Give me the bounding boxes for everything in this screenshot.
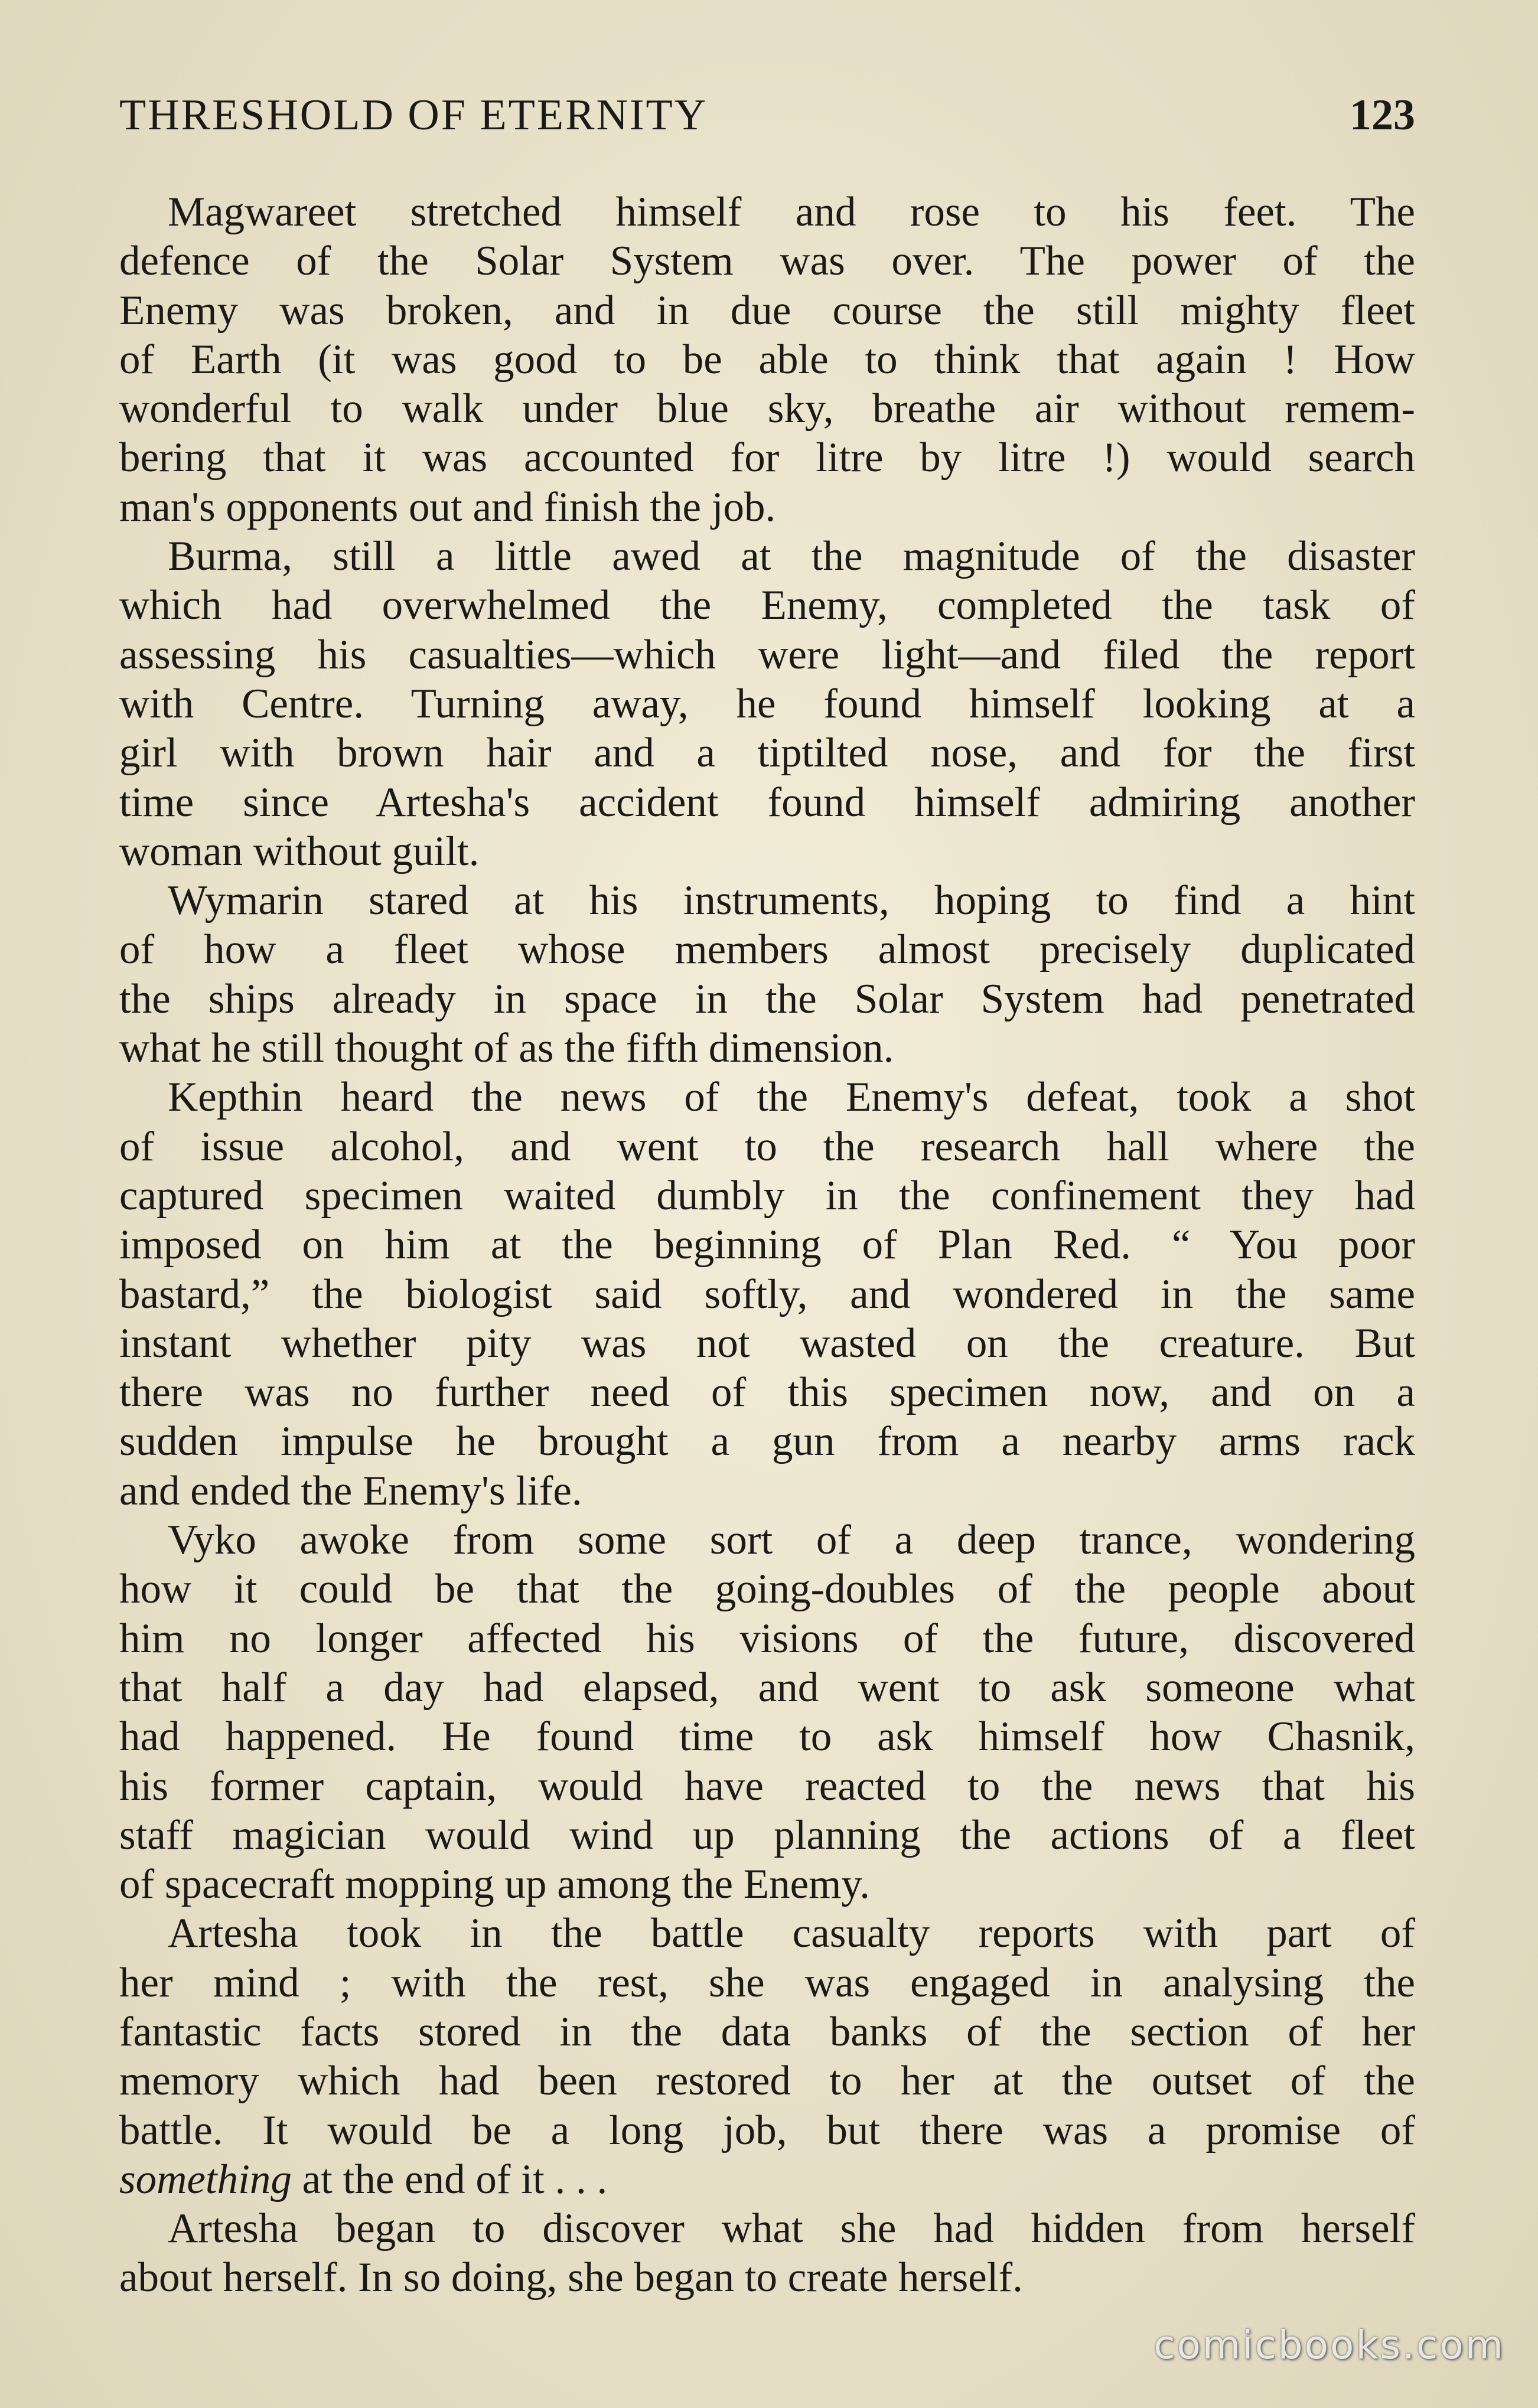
text-line: girl with brown hair and a tiptilted nose, and for the first	[119, 730, 1415, 776]
running-title: THRESHOLD OF ETERNITY	[119, 91, 708, 139]
text-line: Magwareet stretched himself and rose to his feet. The	[168, 189, 1415, 235]
text-line: battle. It would be a long job, but there was a promise of	[119, 2107, 1415, 2154]
text-line: staff magician would wind up planning the actions of a fleet	[119, 1812, 1415, 1858]
page-header	[119, 89, 1415, 142]
text-line: Artesha began to discover what she had hidden from herself	[168, 2205, 1415, 2252]
watermark: comicbooks.com	[1154, 2322, 1505, 2368]
text-line: of issue alcohol, and went to the research hall where the	[119, 1123, 1415, 1170]
text-line: sudden impulse he brought a gun from a nearby arms rack	[119, 1418, 1415, 1465]
text-line: assessing his casualties—which were light—and filed the report	[119, 631, 1415, 678]
text-line: Kepthin heard the news of the Enemy's defeat, took a shot	[168, 1074, 1415, 1121]
text-line: bastard,” the biologist said softly, and wondered in the same	[119, 1271, 1415, 1317]
text-line: had happened. He found time to ask himself how Chasnik,	[119, 1714, 1415, 1760]
text-line: him no longer affected his visions of the future, discovered	[119, 1615, 1415, 1662]
text-line: there was no further need of this specimen now, and on a	[119, 1369, 1415, 1416]
text-line: her mind ; with the rest, she was engaged in analysing the	[119, 1959, 1415, 2006]
text-line: Enemy was broken, and in due course the still mighty fleet	[119, 287, 1415, 334]
page-number: 123	[1350, 91, 1415, 139]
text-line: about herself. In so doing, she began to create herself.	[119, 2254, 1023, 2301]
text-line: defence of the Solar System was over. The power of the	[119, 238, 1415, 285]
text-line: fantastic facts stored in the data banks of the section of her	[119, 2008, 1415, 2055]
text-line: of Earth (it was good to be able to think that again ! How	[119, 336, 1415, 383]
text-line: and ended the Enemy's life.	[119, 1467, 582, 1514]
text-line: Artesha took in the battle casualty reports with part of	[168, 1910, 1415, 1957]
text-line: with Centre. Turning away, he found himself looking at a	[119, 680, 1415, 727]
text-line: his former captain, would have reacted to the news that his	[119, 1763, 1415, 1809]
text-line: of how a fleet whose members almost precisely duplicated	[119, 926, 1415, 973]
text-line: Wymarin stared at his instruments, hoping to find a hint	[168, 877, 1415, 924]
text-fragment: at the end of it . . .	[302, 2156, 608, 2203]
text-line: how it could be that the going-doubles of the people about	[119, 1566, 1415, 1613]
body-text	[119, 188, 1415, 2303]
text-line: imposed on him at the beginning of Plan Red. “ You poor	[119, 1222, 1415, 1268]
text-line: wonderful to walk under blue sky, breathe air without remem-	[119, 386, 1415, 432]
text-line: the ships already in space in the Solar System had penetrated	[119, 975, 1415, 1022]
text-line: Vyko awoke from some sort of a deep trance, wondering	[168, 1517, 1415, 1564]
text-line: that half a day had elapsed, and went to ask someone what	[119, 1664, 1415, 1711]
text-line: bering that it was accounted for litre by litre !) would search	[119, 435, 1415, 481]
text-line: memory which had been restored to her at the outset of the	[119, 2058, 1415, 2104]
text-line	[119, 2155, 1415, 2204]
text-line: woman without guilt.	[119, 828, 480, 875]
text-line: captured specimen waited dumbly in the confinement they had	[119, 1172, 1415, 1219]
text-line: which had overwhelmed the Enemy, completed the task of	[119, 582, 1415, 629]
text-line: what he still thought of as the fifth dimension.	[119, 1025, 894, 1072]
text-line: instant whether pity was not wasted on the creature. But	[119, 1320, 1415, 1366]
italic-emphasis: something	[119, 2156, 292, 2203]
text-line: of spacecraft mopping up among the Enemy.	[119, 1861, 871, 1908]
text-line: man's opponents out and finish the job.	[119, 484, 776, 530]
text-line: time since Artesha's accident found himself admiring another	[119, 779, 1415, 825]
text-line: Burma, still a little awed at the magnitude of the disaster	[168, 533, 1415, 580]
